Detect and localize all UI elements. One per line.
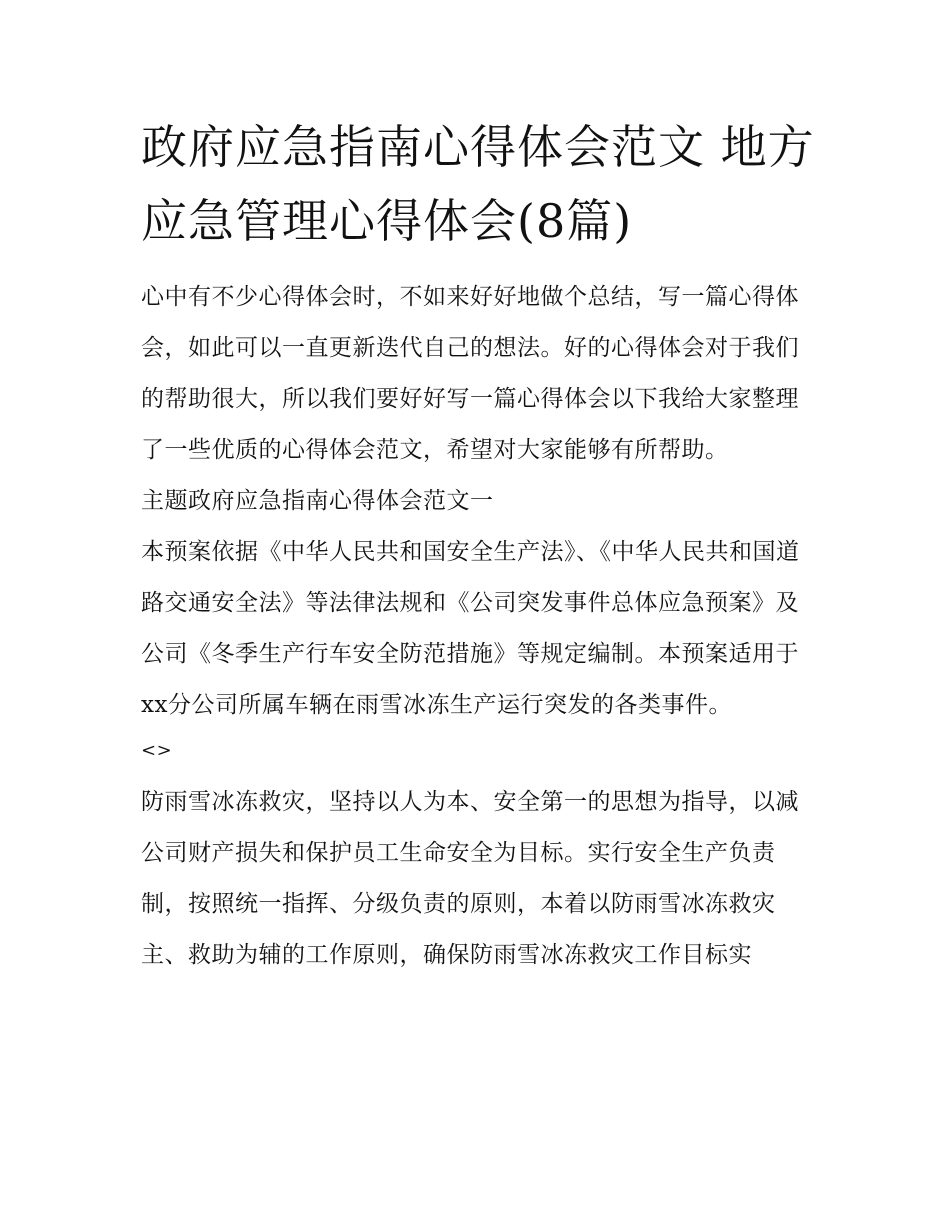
basis-paragraph: 本预案依据《中华人民共和国安全生产法》、《中华人民共和国道路交通安全法》等法律法规和《公司突发事件总体应急预案》及公司《冬季生产行车安全防范措施》等规定编制。本预案适用于xx分公司所属车辆在雨雪冰冻生产运行突发的各类事件。 [141,539,800,718]
intro-paragraph: 心中有不少心得体会时，不如来好好地做个总结，写一篇心得体会，如此可以一直更新迭代自己的想法。好的心得体会对于我们的帮助很大，所以我们要好好写一篇心得体会以下我给大家整理了一些优质的心得体会范文，希望对大家能够有所帮助。 [141,284,799,463]
section-heading: 主题政府应急指南心得体会范文一 [141,488,494,514]
document-title: 政府应急指南心得体会范文 地方应急管理心得体会(8篇) [141,120,815,248]
document-content [141,110,821,981]
markers-line: <> [141,740,173,761]
document-body [141,272,821,981]
principles-paragraph: 防雨雪冰冻救灾，坚持以人为本、安全第一的思想为指导，以减公司财产损失和保护员工生命安全为目标。实行安全生产负责制，按照统一指挥、分级负责的原则，本着以防雨雪冰冻救灾主、救助为辅的工作原则，确保防雨雪冰冻救灾工作目标实 [141,789,799,968]
